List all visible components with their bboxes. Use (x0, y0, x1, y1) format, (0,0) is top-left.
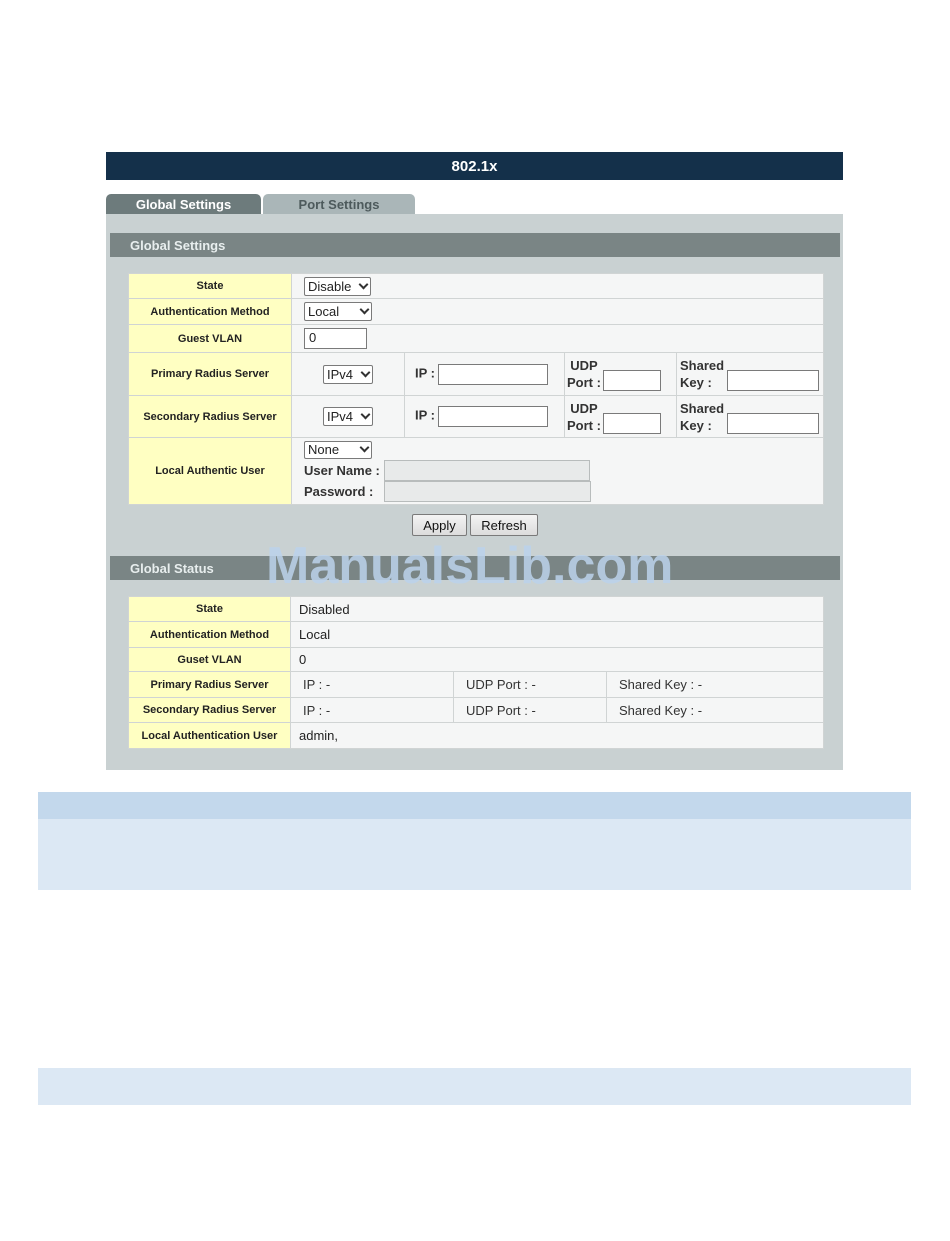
table-row (129, 438, 824, 505)
primary-radius-label: Primary Radius Server (129, 353, 292, 396)
primary-shared-key-input[interactable] (727, 370, 819, 391)
status-primary-radius-label: Primary Radius Server (129, 672, 291, 698)
watermark-logo: ManualsLib.com (266, 537, 674, 595)
status-auth-method-label: Authentication Method (129, 622, 291, 648)
global-settings-table (128, 273, 824, 505)
table-row (129, 723, 824, 749)
primary-udp-label-bottom: Port : (567, 375, 601, 390)
chevron-down-icon (360, 443, 370, 453)
password-input[interactable] (384, 481, 591, 502)
status-primary-ip: IP : - (291, 672, 454, 698)
secondary-ip-version-select[interactable] (323, 407, 373, 426)
primary-key-label-top: Shared (680, 358, 725, 373)
status-secondary-key: Shared Key : - (607, 698, 824, 723)
username-label: User Name : (304, 462, 380, 478)
chevron-down-icon (361, 367, 371, 377)
global-settings-title: Global Settings (130, 237, 226, 253)
username-input[interactable] (384, 460, 590, 481)
global-settings-header (110, 233, 840, 257)
primary-udp-label-top: UDP (570, 358, 598, 373)
auth-method-label: Authentication Method (129, 299, 292, 325)
global-status-table (128, 596, 824, 749)
secondary-ip-label: IP : (415, 407, 435, 423)
secondary-key-label-bottom: Key : (680, 417, 712, 433)
table-row (129, 353, 824, 396)
status-guest-vlan-label: Guset VLAN (129, 648, 291, 672)
settings-panel (106, 214, 843, 770)
secondary-key-label-top: Shared (680, 400, 725, 416)
primary-ip-label: IP : (415, 365, 435, 381)
tab-port-settings[interactable]: Port Settings (263, 194, 415, 214)
tab-bar (106, 194, 843, 214)
secondary-ip-input[interactable] (438, 406, 548, 427)
refresh-button[interactable]: Refresh (470, 514, 538, 536)
secondary-shared-key-input[interactable] (727, 413, 819, 434)
primary-ip-version-value: IPv4 (327, 366, 354, 382)
status-secondary-udp: UDP Port : - (454, 698, 607, 723)
global-status-title: Global Status (130, 560, 214, 576)
tab-global-settings[interactable]: Global Settings (106, 194, 261, 214)
page-title: 802.1x (451, 157, 498, 175)
apply-button[interactable]: Apply (412, 514, 467, 536)
secondary-udp-label-top: UDP (570, 400, 598, 416)
table-row (129, 648, 824, 672)
table-row (129, 597, 824, 622)
table-row (129, 274, 824, 299)
secondary-udp-port-input[interactable] (603, 413, 661, 434)
table-footer-band (38, 1068, 911, 1105)
table-header-band (38, 792, 911, 819)
status-auth-method-value: Local (291, 622, 824, 648)
table-row (129, 396, 824, 438)
primary-ip-version-select[interactable] (323, 365, 373, 384)
local-user-select[interactable] (304, 441, 372, 459)
local-user-select-value: None (308, 442, 340, 457)
password-label: Password : (304, 483, 374, 499)
status-state-value: Disabled (291, 597, 824, 622)
auth-method-select[interactable] (304, 302, 372, 321)
table-row (129, 299, 824, 325)
local-user-label: Local Authentic User (129, 438, 292, 505)
table-row (129, 622, 824, 648)
table-row (129, 698, 824, 723)
status-secondary-radius-label: Secondary Radius Server (129, 698, 291, 723)
secondary-radius-label: Secondary Radius Server (129, 396, 292, 438)
status-local-user-label: Local Authentication User (129, 723, 291, 749)
chevron-down-icon (359, 279, 369, 289)
chevron-down-icon (360, 305, 370, 315)
page-title-bar (106, 152, 843, 180)
table-row (129, 325, 824, 353)
state-select-value: Disable (308, 278, 352, 294)
status-local-user-value: admin, (291, 723, 824, 749)
primary-udp-port-input[interactable] (603, 370, 661, 391)
secondary-ip-version-value: IPv4 (327, 409, 354, 424)
status-secondary-ip: IP : - (291, 698, 454, 723)
auth-method-select-value: Local (308, 304, 340, 319)
table-body-band (38, 819, 911, 890)
status-primary-udp: UDP Port : - (454, 672, 607, 698)
secondary-udp-label-bottom: Port : (567, 417, 601, 433)
primary-key-label-bottom: Key : (680, 375, 712, 390)
guest-vlan-input[interactable]: 0 (304, 328, 367, 349)
table-row (129, 672, 824, 698)
chevron-down-icon (361, 410, 371, 420)
state-select[interactable] (304, 277, 371, 296)
primary-ip-input[interactable] (438, 364, 548, 385)
status-guest-vlan-value: 0 (291, 648, 824, 672)
state-label: State (129, 274, 292, 299)
status-primary-key: Shared Key : - (607, 672, 824, 698)
guest-vlan-label: Guest VLAN (129, 325, 292, 353)
status-state-label: State (129, 597, 291, 622)
